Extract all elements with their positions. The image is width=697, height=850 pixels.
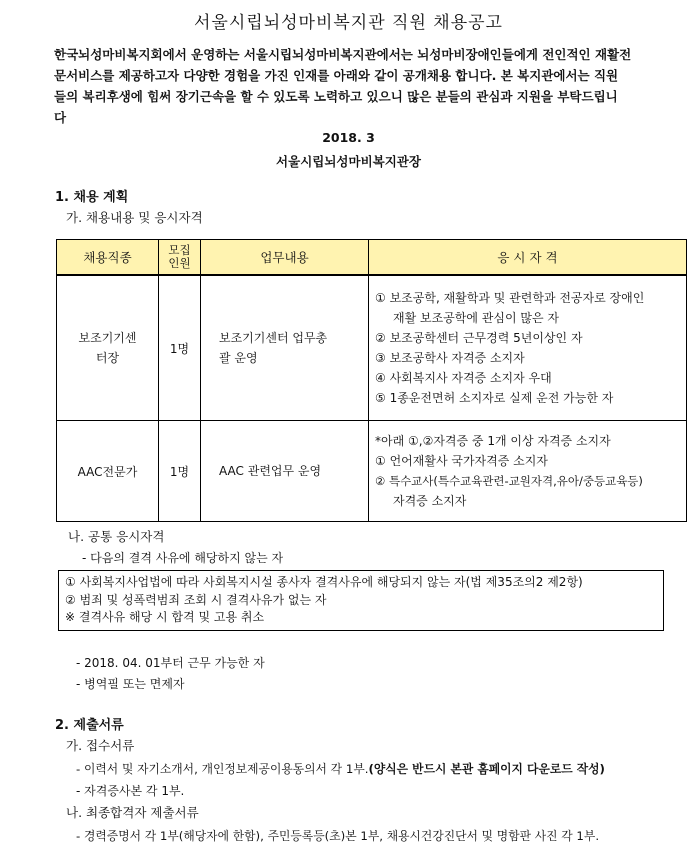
cell-quals: [369, 421, 687, 522]
submission-line: [76, 760, 605, 777]
header-count-label: 모집인원: [168, 243, 191, 270]
duty-text: 보조기기센터 업무총괄 운영: [219, 331, 328, 365]
cell-duty: [201, 275, 369, 421]
box-line: ※ 결격사유 해당 시 합격 및 고용 취소: [65, 610, 265, 624]
table-row: [57, 421, 687, 522]
qual-item: ③ 보조공학사 자격증 소지자: [375, 351, 525, 365]
cell-duty: AAC 관련업무 운영: [201, 421, 369, 522]
requirement-line: - 병역필 또는 면제자: [76, 677, 185, 691]
box-line: ② 범죄 및 성폭력범죄 조회 시 결격사유가 없는 자: [65, 592, 327, 607]
cell-quals: [369, 275, 687, 421]
section2-heading: 2. 제출서류: [55, 718, 124, 733]
job-name: 보조기기센터장: [78, 331, 137, 365]
header-job: 채용직종: [57, 240, 159, 276]
cell-job: AAC전문가: [57, 421, 159, 522]
qual-item: ② 보조공학센터 근무경력 5년이상인 자: [375, 331, 583, 345]
qual-item: ① 언어재활사 국가자격증 소지자: [375, 454, 548, 468]
section2-sub-b: 나. 최종합격자 제출서류: [66, 805, 199, 820]
table-row: [57, 275, 687, 421]
final-submission-line: - 경력증명서 각 1부(해당자에 한함), 주민등록등(초)본 1부, 채용시건강진단서 및 명함판 사진 각 1부.: [76, 829, 600, 843]
cell-count: 1명: [159, 275, 201, 421]
section1-sub-b: 나. 공통 응시자격: [68, 529, 165, 544]
section1-heading: 1. 채용 계획: [55, 190, 129, 205]
intro-paragraph: [54, 44, 666, 128]
header-count: [159, 240, 201, 276]
qual-item: [375, 308, 682, 328]
table-header-row: [57, 240, 687, 276]
section2-sub-a: 가. 접수서류: [66, 738, 135, 753]
qual-item: ② 특수교사(특수교육관련-교원자격,유아/중등교육등): [375, 474, 643, 488]
intro-line: 다: [54, 110, 67, 125]
intro-line: 한국뇌성마비복지회에서 운영하는 서울시립뇌성마비복지관에서는 뇌성마비장애인들에게 전인적인 재활전: [54, 47, 632, 62]
qual-item-cont: 재활 보조공학에 관심이 많은 자: [393, 311, 559, 325]
cell-count: 1명: [159, 421, 201, 522]
submission-line: - 자격증사본 각 1부.: [76, 784, 185, 798]
section1-sub-a: 가. 채용내용 및 응시자격: [66, 210, 203, 225]
notice-date: 2018. 3: [322, 130, 375, 145]
box-line: ① 사회복지사업법에 따라 사회복지시설 종사자 결격사유에 해당되지 않는 자(법 제35조의2 제2항): [65, 575, 583, 589]
header-quals: 응 시 자 격: [369, 240, 687, 276]
intro-line: 문서비스를 제공하고자 다양한 경험을 가진 인재를 아래와 같이 공개채용 합니다. 본 복지관에서는 직원: [54, 68, 619, 83]
signature: 서울시립뇌성마비복지관장: [276, 154, 421, 169]
qual-item-cont: 자격증 소지자: [393, 494, 467, 508]
section1-sub-b-line: - 다음의 결격 사유에 해당하지 않는 자: [82, 551, 284, 565]
requirement-line: - 2018. 04. 01부터 근무 가능한 자: [76, 656, 265, 670]
recruitment-table: [56, 239, 687, 522]
page-title: 서울시립뇌성마비복지관 직원 채용공고: [194, 13, 503, 33]
disqualification-box: [58, 570, 664, 631]
header-duty: 업무내용: [201, 240, 369, 276]
cell-job: [57, 275, 159, 421]
qual-item: [375, 491, 682, 511]
submission-note: (양식은 반드시 본관 홈페이지 다운로드 작성): [368, 762, 605, 776]
submission-text: - 이력서 및 자기소개서, 개인정보제공이용동의서 각 1부.: [76, 762, 369, 776]
qual-item: *아래 ①,②자격증 중 1개 이상 자격증 소지자: [375, 434, 611, 448]
qual-item: ① 보조공학, 재활학과 및 관련학과 전공자로 장애인: [375, 291, 645, 305]
intro-line: 들의 복리후생에 힘써 장기근속을 할 수 있도록 노력하고 있으니 많은 분들의 관심과 지원을 부탁드립니: [54, 89, 618, 104]
qual-item: ⑤ 1종운전면허 소지자로 실제 운전 가능한 자: [375, 391, 614, 405]
qual-item: ④ 사회복지사 자격증 소지자 우대: [375, 371, 552, 385]
